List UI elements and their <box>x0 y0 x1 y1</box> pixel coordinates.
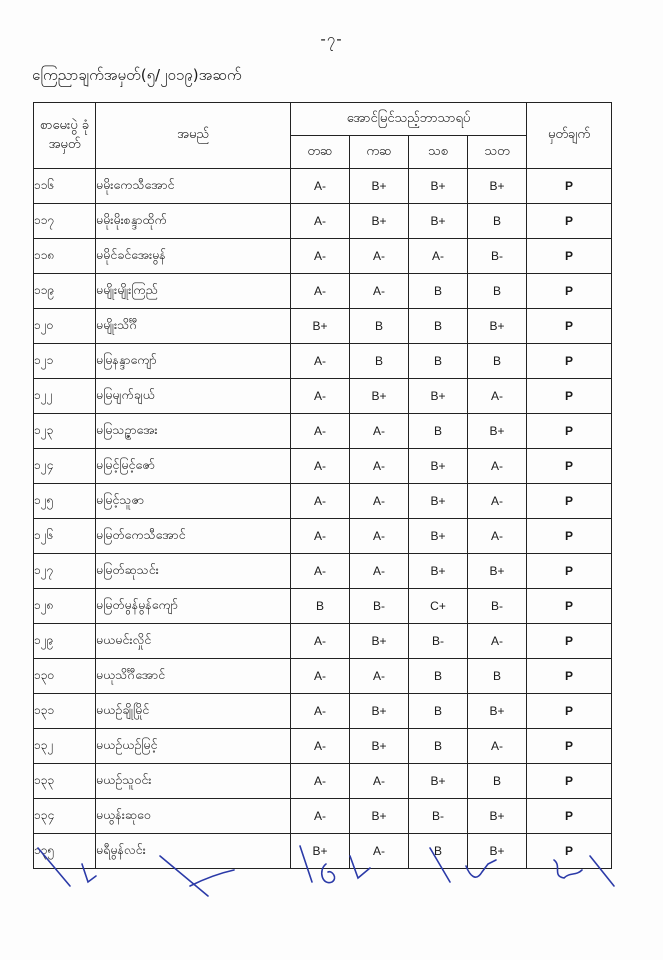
grade-cell: B+ <box>350 624 409 659</box>
grade-cell: B <box>350 309 409 344</box>
results-table <box>33 102 612 869</box>
header-remark: မှတ်ချက် <box>527 103 612 169</box>
grade-cell: B <box>291 589 350 624</box>
remark-cell: P <box>527 239 612 274</box>
grade-cell: A- <box>468 729 527 764</box>
seat-number-cell: ၁၂၇ <box>34 554 96 589</box>
remark-cell: P <box>527 624 612 659</box>
signature-marks <box>30 842 630 902</box>
table-row <box>34 589 612 624</box>
grade-cell: B <box>350 344 409 379</box>
grade-cell: A- <box>291 239 350 274</box>
grade-cell: B+ <box>350 169 409 204</box>
student-name-cell: မယဉ်ချိုမြိုင် <box>96 694 291 729</box>
grade-cell: A- <box>350 554 409 589</box>
grade-cell: A- <box>291 484 350 519</box>
table-row <box>34 729 612 764</box>
grade-cell: A- <box>291 449 350 484</box>
grade-cell: A- <box>350 834 409 869</box>
grade-cell: A- <box>291 694 350 729</box>
header-seat-number: စာမေးပွဲ ခုံအမှတ် <box>34 103 96 169</box>
grade-cell: B <box>409 344 468 379</box>
remark-cell: P <box>527 309 612 344</box>
grade-cell: A- <box>350 239 409 274</box>
grade-cell: B+ <box>350 799 409 834</box>
grade-cell: A- <box>468 519 527 554</box>
student-name-cell: မမြသဉ္ဇာအေး <box>96 414 291 449</box>
signature-1b <box>82 864 96 882</box>
document-heading: ကြေညာချက်အမှတ်(၅/၂၀၁၉)အဆက် <box>32 66 242 84</box>
remark-cell: P <box>527 484 612 519</box>
grade-cell: B+ <box>409 484 468 519</box>
table-row <box>34 169 612 204</box>
grade-cell: B+ <box>291 834 350 869</box>
table-row <box>34 624 612 659</box>
seat-number-cell: ၁၂၅ <box>34 484 96 519</box>
grade-cell: B+ <box>409 554 468 589</box>
student-name-cell: မမြင့်မြင့်ဇော် <box>96 449 291 484</box>
signature-3c <box>350 856 370 878</box>
grade-cell: B+ <box>350 694 409 729</box>
signature-2 <box>160 856 208 896</box>
grade-cell: A- <box>291 344 350 379</box>
grade-cell: B- <box>468 239 527 274</box>
remark-cell: P <box>527 554 612 589</box>
grade-cell: B <box>409 274 468 309</box>
grade-cell: A- <box>350 519 409 554</box>
student-name-cell: မယမင်းလှိုင် <box>96 624 291 659</box>
grade-cell: A- <box>291 414 350 449</box>
header-subject-1: တဆ <box>291 136 350 169</box>
seat-number-cell: ၁၂၁ <box>34 344 96 379</box>
seat-number-cell: ၁၃၂ <box>34 729 96 764</box>
signature-1 <box>38 848 70 886</box>
seat-number-cell: ၁၂၉ <box>34 624 96 659</box>
grade-cell: B <box>409 414 468 449</box>
header-name: အမည် <box>96 103 291 169</box>
grade-cell: A- <box>291 764 350 799</box>
seat-number-cell: ၁၁၉ <box>34 274 96 309</box>
table-row <box>34 414 612 449</box>
table-row <box>34 659 612 694</box>
grade-cell: B <box>409 309 468 344</box>
header-subject-2: ကဆ <box>350 136 409 169</box>
student-name-cell: မမိုးမိုးစန္ဒာထိုက် <box>96 204 291 239</box>
seat-number-cell: ၁၁၈ <box>34 239 96 274</box>
grade-cell: B <box>468 274 527 309</box>
grade-cell: A- <box>350 414 409 449</box>
table-row <box>34 764 612 799</box>
grade-cell: B+ <box>468 414 527 449</box>
grade-cell: A- <box>291 519 350 554</box>
table-row <box>34 694 612 729</box>
seat-number-cell: ၁၂၄ <box>34 449 96 484</box>
grade-cell: A- <box>468 624 527 659</box>
remark-cell: P <box>527 414 612 449</box>
grade-cell: A- <box>468 484 527 519</box>
remark-cell: P <box>527 764 612 799</box>
grade-cell: B+ <box>409 519 468 554</box>
remark-cell: P <box>527 274 612 309</box>
student-name-cell: မယွန်းဆုဝေ <box>96 799 291 834</box>
table-row <box>34 519 612 554</box>
remark-cell: P <box>527 589 612 624</box>
header-subject-3: သစ <box>409 136 468 169</box>
grade-cell: A- <box>291 624 350 659</box>
table-row <box>34 239 612 274</box>
grade-cell: B+ <box>468 554 527 589</box>
grade-cell: A- <box>291 554 350 589</box>
table-row <box>34 344 612 379</box>
table-row <box>34 484 612 519</box>
remark-cell: P <box>527 379 612 414</box>
remark-cell: P <box>527 834 612 869</box>
header-passed-subjects: အောင်မြင်သည့်ဘာသာရပ် <box>291 103 527 136</box>
remark-cell: P <box>527 344 612 379</box>
grade-cell: B+ <box>468 309 527 344</box>
seat-number-cell: ၁၂၀ <box>34 309 96 344</box>
grade-cell: B- <box>350 589 409 624</box>
student-name-cell: မမြနန္ဒာကျော် <box>96 344 291 379</box>
header-subject-4: သတ <box>468 136 527 169</box>
student-name-cell: မမြမျက်ချယ် <box>96 379 291 414</box>
signature-3b <box>322 864 335 883</box>
seat-number-cell: ၁၃၀ <box>34 659 96 694</box>
grade-cell: B- <box>409 799 468 834</box>
table-row <box>34 449 612 484</box>
student-name-cell: မမိုင်ခင်အေးမွန် <box>96 239 291 274</box>
student-name-cell: မရီမွန်လင်း <box>96 834 291 869</box>
seat-number-cell: ၁၂၂ <box>34 379 96 414</box>
grade-cell: A- <box>291 729 350 764</box>
grade-cell: A- <box>291 379 350 414</box>
remark-cell: P <box>527 204 612 239</box>
seat-number-cell: ၁၃၁ <box>34 694 96 729</box>
student-name-cell: မမြတ်ဆုသင်း <box>96 554 291 589</box>
grade-cell: B <box>409 694 468 729</box>
grade-cell: B+ <box>468 694 527 729</box>
signature-4 <box>430 848 450 882</box>
seat-number-cell: ၁၂၃ <box>34 414 96 449</box>
grade-cell: B+ <box>409 204 468 239</box>
student-name-cell: မမြတ်မွန်မွန်ကျော် <box>96 589 291 624</box>
grade-cell: B <box>468 344 527 379</box>
signature-5 <box>554 860 582 878</box>
grade-cell: B- <box>468 589 527 624</box>
grade-cell: A- <box>291 169 350 204</box>
signature-2b <box>190 870 234 886</box>
grade-cell: B <box>468 204 527 239</box>
grade-cell: A- <box>350 764 409 799</box>
table-row <box>34 204 612 239</box>
table-row <box>34 309 612 344</box>
grade-cell: B+ <box>468 834 527 869</box>
student-name-cell: မယဉ်ယဉ်မြင့် <box>96 729 291 764</box>
grade-cell: A- <box>291 659 350 694</box>
student-name-cell: မမျိုးသိင်္ဂီ <box>96 309 291 344</box>
grade-cell: B+ <box>350 729 409 764</box>
grade-cell: B+ <box>468 799 527 834</box>
grade-cell: B+ <box>291 309 350 344</box>
grade-cell: B+ <box>409 449 468 484</box>
grade-cell: B+ <box>409 379 468 414</box>
student-name-cell: မယုသိင်္ဂီအောင် <box>96 659 291 694</box>
table-row <box>34 554 612 589</box>
remark-cell: P <box>527 729 612 764</box>
signature-3 <box>300 846 312 882</box>
grade-cell: A- <box>350 659 409 694</box>
seat-number-cell: ၁၁၆ <box>34 169 96 204</box>
seat-number-cell: ၁၃၃ <box>34 764 96 799</box>
signatures <box>30 842 630 902</box>
signature-5b <box>590 856 614 886</box>
grade-cell: B+ <box>350 379 409 414</box>
student-name-cell: မမြင့်သူဇာ <box>96 484 291 519</box>
grade-cell: A- <box>468 449 527 484</box>
grade-cell: A- <box>350 274 409 309</box>
seat-number-cell: ၁၃၅ <box>34 834 96 869</box>
remark-cell: P <box>527 694 612 729</box>
grade-cell: A- <box>291 274 350 309</box>
grade-cell: A- <box>409 239 468 274</box>
table-row <box>34 379 612 414</box>
remark-cell: P <box>527 799 612 834</box>
student-name-cell: မမျိုးမျိုးကြည် <box>96 274 291 309</box>
student-name-cell: မယဉ်သူဝင်း <box>96 764 291 799</box>
student-name-cell: မမြတ်ကေသီအောင် <box>96 519 291 554</box>
remark-cell: P <box>527 519 612 554</box>
remark-cell: P <box>527 169 612 204</box>
grade-cell: A- <box>291 799 350 834</box>
grade-cell: B <box>409 729 468 764</box>
grade-cell: B <box>468 764 527 799</box>
grade-cell: B <box>468 659 527 694</box>
grade-cell: A- <box>350 449 409 484</box>
grade-cell: B <box>409 659 468 694</box>
grade-cell: A- <box>291 204 350 239</box>
seat-number-cell: ၁၃၄ <box>34 799 96 834</box>
grade-cell: A- <box>350 484 409 519</box>
grade-cell: B+ <box>350 204 409 239</box>
grade-cell: B <box>409 834 468 869</box>
remark-cell: P <box>527 659 612 694</box>
student-name-cell: မမိုးကေသီအောင် <box>96 169 291 204</box>
grade-cell: B- <box>409 624 468 659</box>
table-row <box>34 799 612 834</box>
grade-cell: C+ <box>409 589 468 624</box>
page-number: -၇- <box>320 30 343 48</box>
grade-cell: A- <box>468 379 527 414</box>
grade-cell: B+ <box>409 169 468 204</box>
seat-number-cell: ၁၂၆ <box>34 519 96 554</box>
seat-number-cell: ၁၂၈ <box>34 589 96 624</box>
grade-cell: B+ <box>468 169 527 204</box>
signature-4b <box>466 860 496 877</box>
remark-cell: P <box>527 449 612 484</box>
table-row <box>34 274 612 309</box>
seat-number-cell: ၁၁၇ <box>34 204 96 239</box>
grade-cell: B+ <box>409 764 468 799</box>
